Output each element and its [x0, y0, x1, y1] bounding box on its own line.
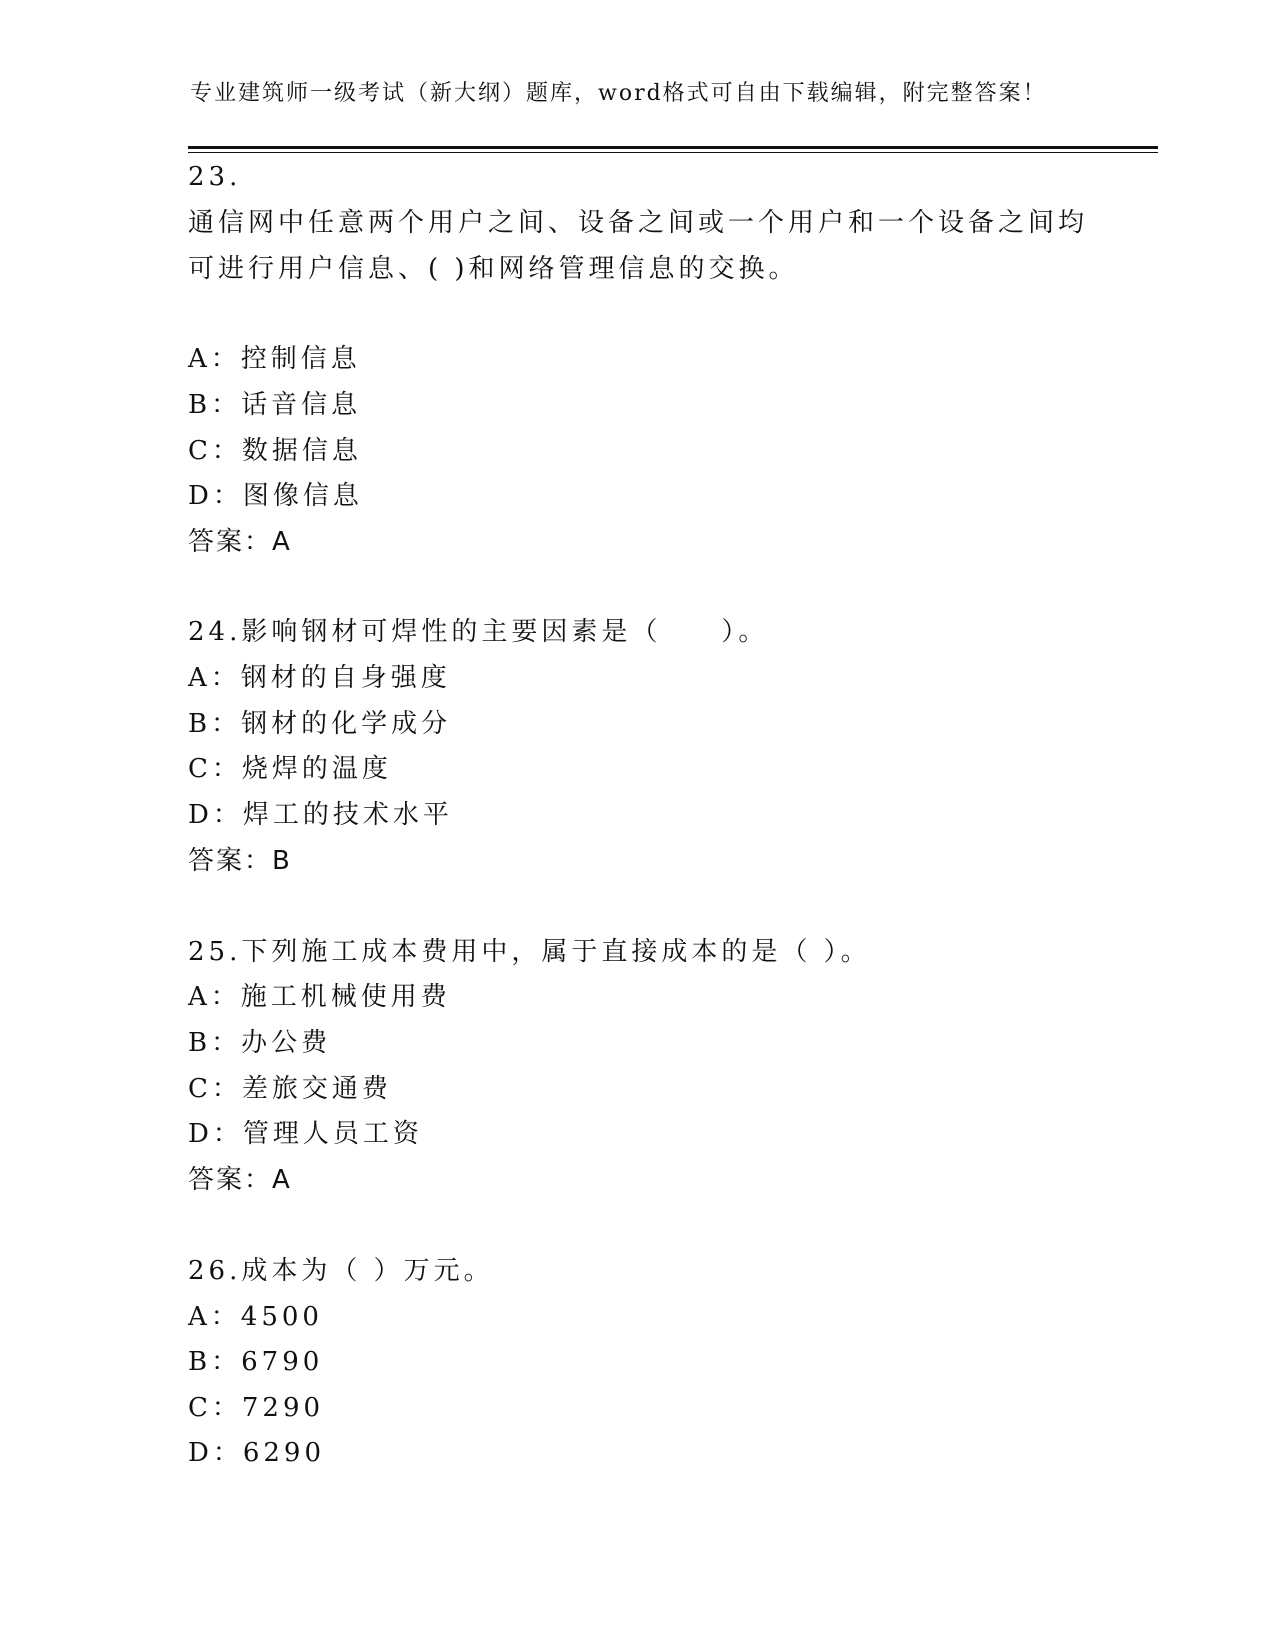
question-25-option-d: D：管理人员工资 [188, 1119, 423, 1149]
question-23-stem-line-2: 可进行用户信息、( )和网络管理信息的交换。 [188, 254, 799, 284]
question-25-option-a: A：施工机械使用费 [188, 982, 451, 1012]
question-24-option-d: D：焊工的技术水平 [188, 800, 453, 830]
question-24-stem: 24.影响钢材可焊性的主要因素是（ ）。 [188, 617, 769, 647]
question-26-stem: 26.成本为（ ）万元。 [188, 1256, 494, 1286]
question-24-option-b: B：钢材的化学成分 [188, 709, 452, 739]
question-25-stem: 25.下列施工成本费用中，属于直接成本的是（ ）。 [188, 937, 871, 967]
question-26-option-a: A：4500 [188, 1302, 323, 1332]
question-23-option-c: C：数据信息 [188, 436, 362, 466]
question-25-option-c: C：差旅交通费 [188, 1074, 392, 1104]
question-23-answer: 答案：A [188, 527, 292, 557]
question-23-option-a: A：控制信息 [188, 344, 361, 374]
question-24-answer: 答案：B [188, 846, 292, 876]
question-23-option-b: B：话音信息 [188, 390, 362, 420]
question-25-answer: 答案：A [188, 1165, 292, 1195]
header-divider-thin [188, 152, 1158, 153]
question-26-option-d: D：6290 [188, 1438, 326, 1468]
question-24-option-c: C：烧焊的温度 [188, 754, 392, 784]
question-23-stem-line-1: 通信网中任意两个用户之间、设备之间或一个用户和一个设备之间均 [188, 208, 1089, 238]
question-26-option-c: C：7290 [188, 1393, 325, 1423]
header-divider-thick [188, 146, 1158, 149]
question-26-option-b: B：6790 [188, 1347, 324, 1377]
question-23-number: 23. [188, 162, 242, 192]
question-23-option-d: D：图像信息 [188, 481, 363, 511]
document-header: 专业建筑师一级考试（新大纲）题库，word格式可自由下载编辑，附完整答案！ [190, 81, 1047, 106]
question-25-option-b: B：办公费 [188, 1028, 332, 1058]
question-24-option-a: A：钢材的自身强度 [188, 663, 451, 693]
